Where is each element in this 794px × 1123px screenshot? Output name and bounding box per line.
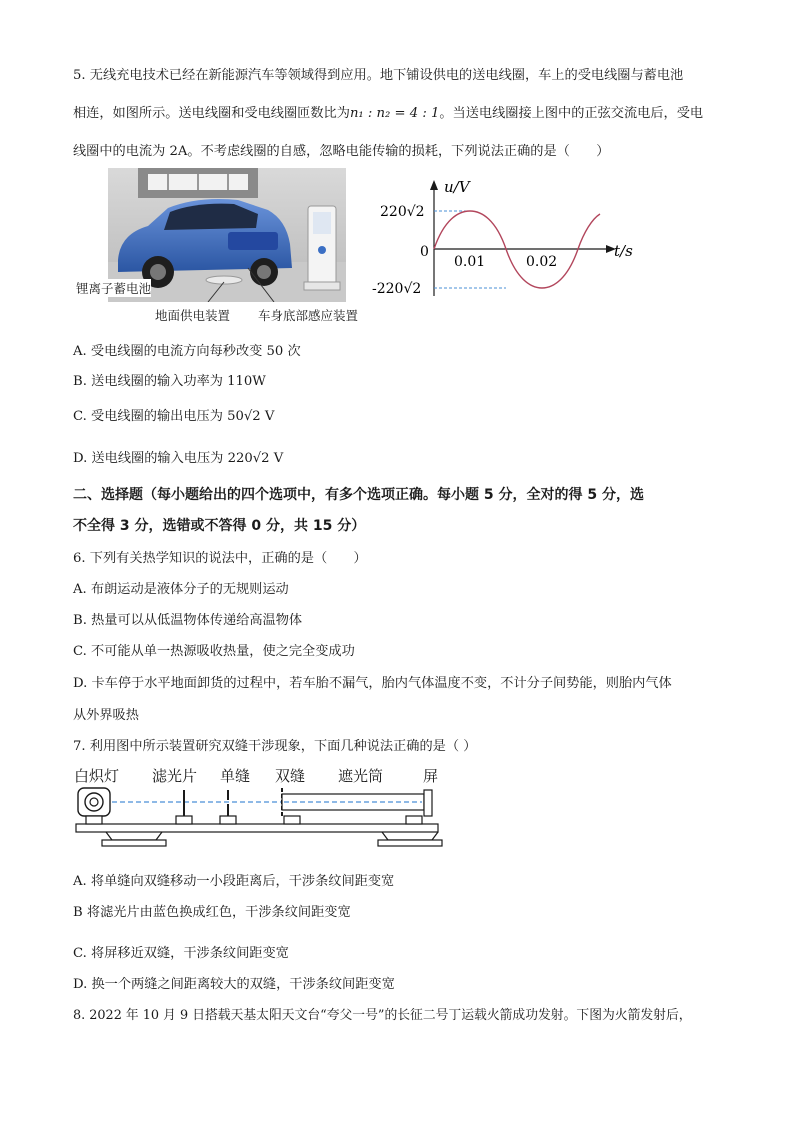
label-light-tube: 遮光筒 (338, 767, 384, 785)
q6-stem: 6. 下列有关热学知识的说法中，正确的是（ ） (73, 551, 367, 566)
q5-option-d-value: 220√2 V (227, 451, 284, 466)
origin-label: 0 (420, 244, 429, 260)
q7-option-d: D. 换一个两缝之间距离较大的双缝，干涉条纹间距变宽 (73, 977, 395, 992)
q6-option-a: A. 布朗运动是液体分子的无规则运动 (73, 582, 289, 597)
q7-option-b: B 将滤光片由蓝色换成红色，干涉条纹间距变宽 (73, 905, 351, 920)
q5-option-d-text: D. 送电线圈的输入电压为 (73, 451, 224, 466)
label-screen: 屏 (423, 767, 439, 785)
voltage-time-graph (368, 176, 638, 304)
q5-option-a: A. 受电线圈的电流方向每秒改变 50 次 (73, 344, 301, 359)
q7-stem: 7. 利用图中所示装置研究双缝干涉现象，下面几种说法正确的是（ ） (73, 739, 477, 754)
q5-line-3: 线圈中的电流为 2A。不考虑线圈的自感，忽略电能传输的损耗，下列说法正确的是（ ） (73, 144, 610, 159)
q5-line-2a: 相连，如图所示。送电线圈和受电线圈匝数比为 (73, 106, 350, 121)
q5-option-c (73, 405, 274, 424)
turns-ratio: n₁ : n₂ = 4 : 1 (349, 106, 440, 121)
label-filter: 滤光片 (152, 767, 198, 785)
ymin-label: -220√2 (372, 281, 422, 297)
section-2-heading-line-1: 二、选择题（每小题给出的四个选项中，有多个选项正确。每小题 5 分，全对的得 5 分，选 (73, 487, 644, 503)
q6-option-d-line-2: 从外界吸热 (73, 708, 139, 723)
y-axis-arrow-icon (430, 180, 438, 190)
q8-line-1: 8. 2022 年 10 月 9 日搭载天基太阳天文台“夸父一号”的长征二号丁运载火箭成功发射。下图为火箭发射后， (73, 1008, 692, 1023)
q5-line-1: 5. 无线充电技术已经在新能源汽车等领域得到应用。地下铺设供电的送电线圈，车上的受电线圈与蓄电池 (73, 68, 684, 83)
q7-option-c: C. 将屏移近双缝，干涉条纹间距变宽 (73, 946, 289, 961)
x-axis-label: t/s (614, 242, 633, 260)
q6-option-d-line-1: D. 卡车停于水平地面卸货的过程中，若车胎不漏气，胎内气体温度不变，不计分子间势能，则胎内气体 (73, 676, 672, 691)
y-axis-label: u/V (444, 178, 470, 196)
label-double-slit: 双缝 (275, 767, 306, 785)
q7-option-a: A. 将单缝向双缝移动一小段距离后，干涉条纹间距变宽 (73, 874, 395, 889)
label-battery: 锂离子蓄电池 (76, 281, 152, 296)
q6-option-c: C. 不可能从单一热源吸收热量，使之完全变成功 (73, 644, 355, 659)
q5-line-2 (73, 102, 703, 121)
q6-option-b: B. 热量可以从低温物体传递给高温物体 (73, 613, 303, 628)
double-slit-apparatus (72, 784, 444, 852)
tick-label-002: 0.02 (526, 254, 558, 270)
label-single-slit: 单缝 (220, 767, 251, 785)
q5-option-c-value: 50√2 V (227, 409, 275, 424)
q5-line-2b: 。当送电线圈接上图中的正弦交流电后，受电 (439, 106, 704, 121)
q5-option-c-text: C. 受电线圈的输出电压为 (73, 409, 223, 424)
label-lamp: 白炽灯 (74, 767, 120, 785)
q5-option-b: B. 送电线圈的输入功率为 110W (73, 374, 266, 389)
tick-label-001: 0.01 (454, 254, 486, 270)
label-car-device: 车身底部感应装置 (258, 308, 359, 323)
q5-option-d (73, 447, 283, 466)
ymax-label: 220√2 (380, 204, 425, 220)
section-2-heading-line-2: 不全得 3 分，选错或不答得 0 分，共 15 分） (73, 518, 366, 534)
label-ground-device: 地面供电装置 (155, 308, 231, 323)
